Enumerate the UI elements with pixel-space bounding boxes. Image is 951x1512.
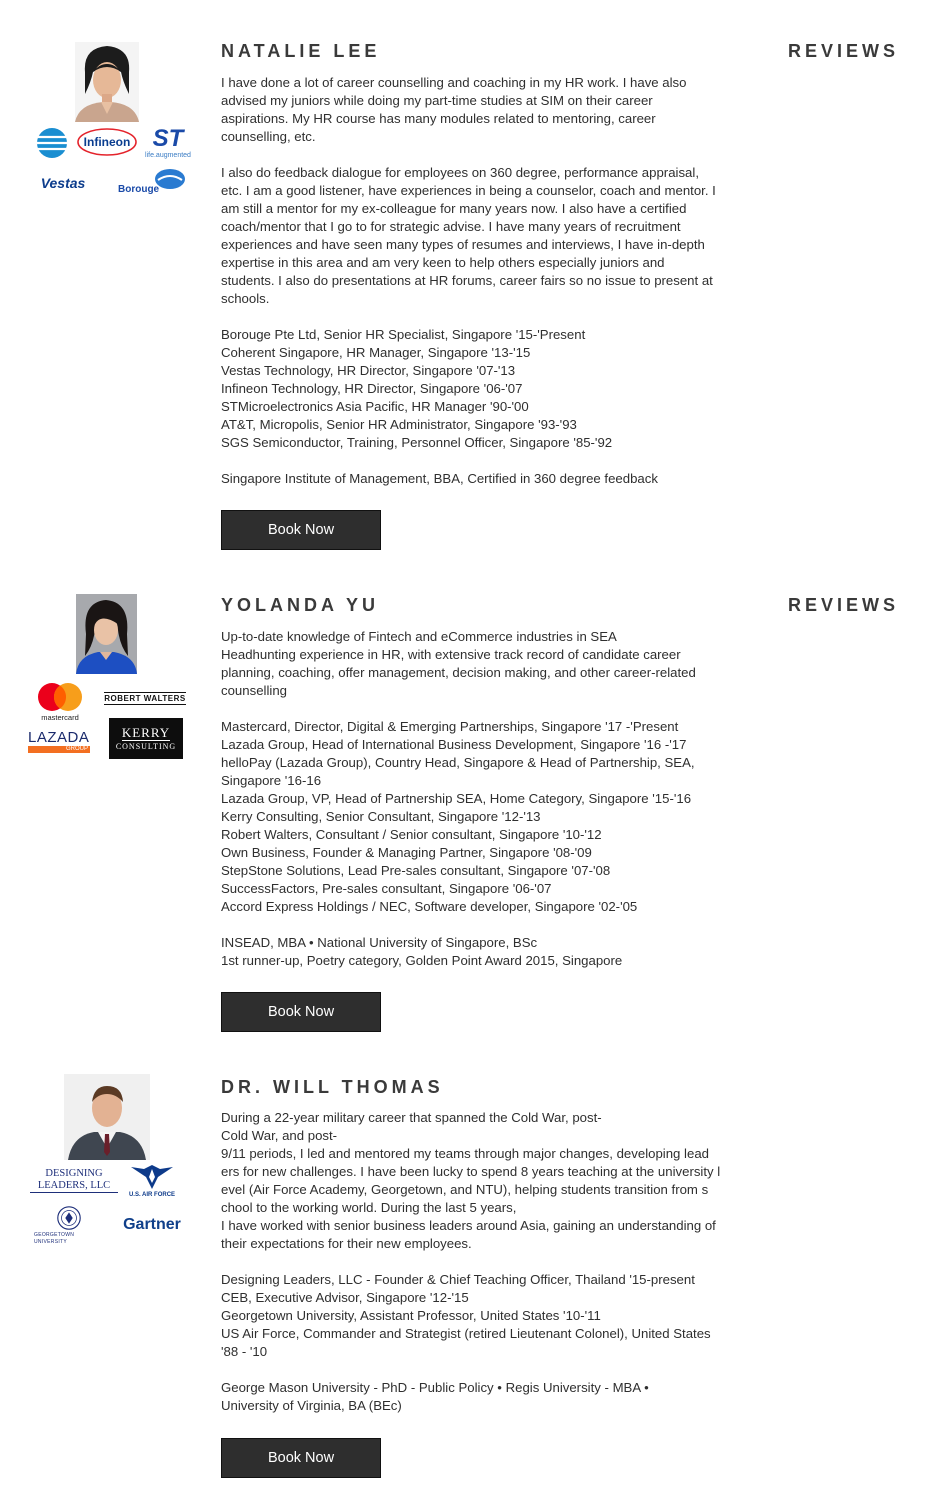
reviews-link[interactable]: REVIEWS	[787, 41, 899, 61]
us-air-force-logo: U.S. AIR FORCE	[124, 1160, 180, 1202]
robert-walters-logo: ROBERT WALTERS	[104, 693, 186, 703]
lazada-logo: LAZADA GROUP	[28, 729, 90, 752]
borouge-logo: Borouge	[116, 168, 188, 198]
designing-leaders-logo: DESIGNING LEADERS, LLC	[30, 1160, 118, 1200]
mentor-bio: I have done a lot of career counselling and coaching in my HR work. I have also advised my juniors while doing my part-time studies at SIM on their career aspirations. My HR course has many modules related to mentoring, career counselling, etc. I also do feedback dialogue for employees on 360 degree, performance appraisal, etc. I am a good listener, have experiences in being a counselor, coach and mentor. I am still a mentor for my ex-colleague for many years now. I also have a certified coach/mentor that I go to for strategic advise. I have many years of recruitment experiences and have seen many types of resumes and interviews, I have in-depth expertise in this area and am very keen to help others especially juniors and students. I also do presentations at HR forums, career fairs so no issue to present at schools. Borouge Pte Ltd, Senior HR Specialist, Singapore '15-'Present Coherent Singapore, HR Manager, Singapore '13-'15 Vestas Technology, HR Director, Singapore '07-'13 Infineon Technology, HR Director, Singapore '06-'07 STMicroelectronics Asia Pacific, HR Manager '90-'00 AT&T, Micropolis, Senior HR Administrator, Singapore '93-'93 SGS Semiconductor, Training, Personnel Officer, Singapore '85-'92 Singapore Institute of Management, BBA, Certified in 360 degree feedback	[221, 75, 716, 486]
mentor-bio: Up-to-date knowledge of Fintech and eCommerce industries in SEA Headhunting experience in HR, with extensive track record of candidate career planning, coaching, offer management, decision making, and other career-related counselling Mastercard, Director, Digital & Emerging Partnerships, Singapore '17 -'Present Lazada Group, Head of International Business Development, Singapore '16 -'17 helloPay (Lazada Group), Country Head, Singapore & Head of Partnership, SEA, Singapore '16-16 Lazada Group, VP, Head of Partnership SEA, Home Category, Singapore '15-'16 Kerry Consulting, Senior Consultant, Singapore '12-'13 Robert Walters, Consultant / Senior consultant, Singapore '10-'12 Own Business, Founder & Managing Partner, Singapore '08-'09 StepStone Solutions, Lead Pre-sales consultant, Singapore '07-'08 SuccessFactors, Pre-sales consultant, Singapore '06-'07 Accord Express Holdings / NEC, Software developer, Singapore '02-'05 INSEAD, MBA • National University of Singapore, BSc 1st runner-up, Poetry category, Golden Point Award 2015, Singapore	[221, 629, 696, 968]
book-now-button[interactable]: Book Now	[221, 1438, 381, 1478]
book-now-button[interactable]: Book Now	[221, 510, 381, 550]
mentor-name: DR. WILL THOMAS	[221, 1077, 444, 1097]
mentor-name: NATALIE LEE	[221, 41, 381, 61]
st-logo: ST life.augmented	[145, 124, 191, 159]
kerry-consulting-logo: KERRY CONSULTING	[109, 718, 183, 759]
mentor-name: YOLANDA YU	[221, 595, 380, 615]
gartner-logo: Gartner	[123, 1216, 181, 1233]
portrait-will-thomas	[64, 1074, 150, 1160]
mentor-bio: During a 22-year military career that spanned the Cold War, post- Cold War, and post- 9/11 periods, I led and mentored my teams through major changes, developing lead ers for new challenges. I have been lucky to spend 8 years teaching at the university l evel (Air Force Academy, Georgetown, and NTU), helping students transition from s chool to the working world. During the last 5 years, I have worked with senior business leaders around Asia, gaining an understanding of their expectations for their new employees. Designing Leaders, LLC - Founder & Chief Teaching Officer, Thailand '15-present CEB, Executive Advisor, Singapore '12-'15 Georgetown University, Assistant Professor, United States '10-'11 US Air Force, Commander and Strategist (retired Lieutenant Colonel), United States '88 - '10 George Mason University - PhD - Public Policy • Regis University - MBA • University of Virginia, BA (BEc)	[221, 1110, 721, 1413]
air-force-wings-icon	[129, 1163, 175, 1191]
book-now-button[interactable]: Book Now	[221, 992, 381, 1032]
mastercard-logo: mastercard	[30, 680, 90, 722]
infineon-logo: Infineon	[76, 126, 138, 158]
georgetown-logo: GEORGETOWN UNIVERSITY	[34, 1204, 104, 1246]
vestas-logo: Vestas	[40, 175, 86, 191]
reviews-link[interactable]: REVIEWS	[787, 595, 899, 615]
profile-photo	[64, 1074, 150, 1160]
georgetown-seal-icon	[56, 1204, 82, 1232]
